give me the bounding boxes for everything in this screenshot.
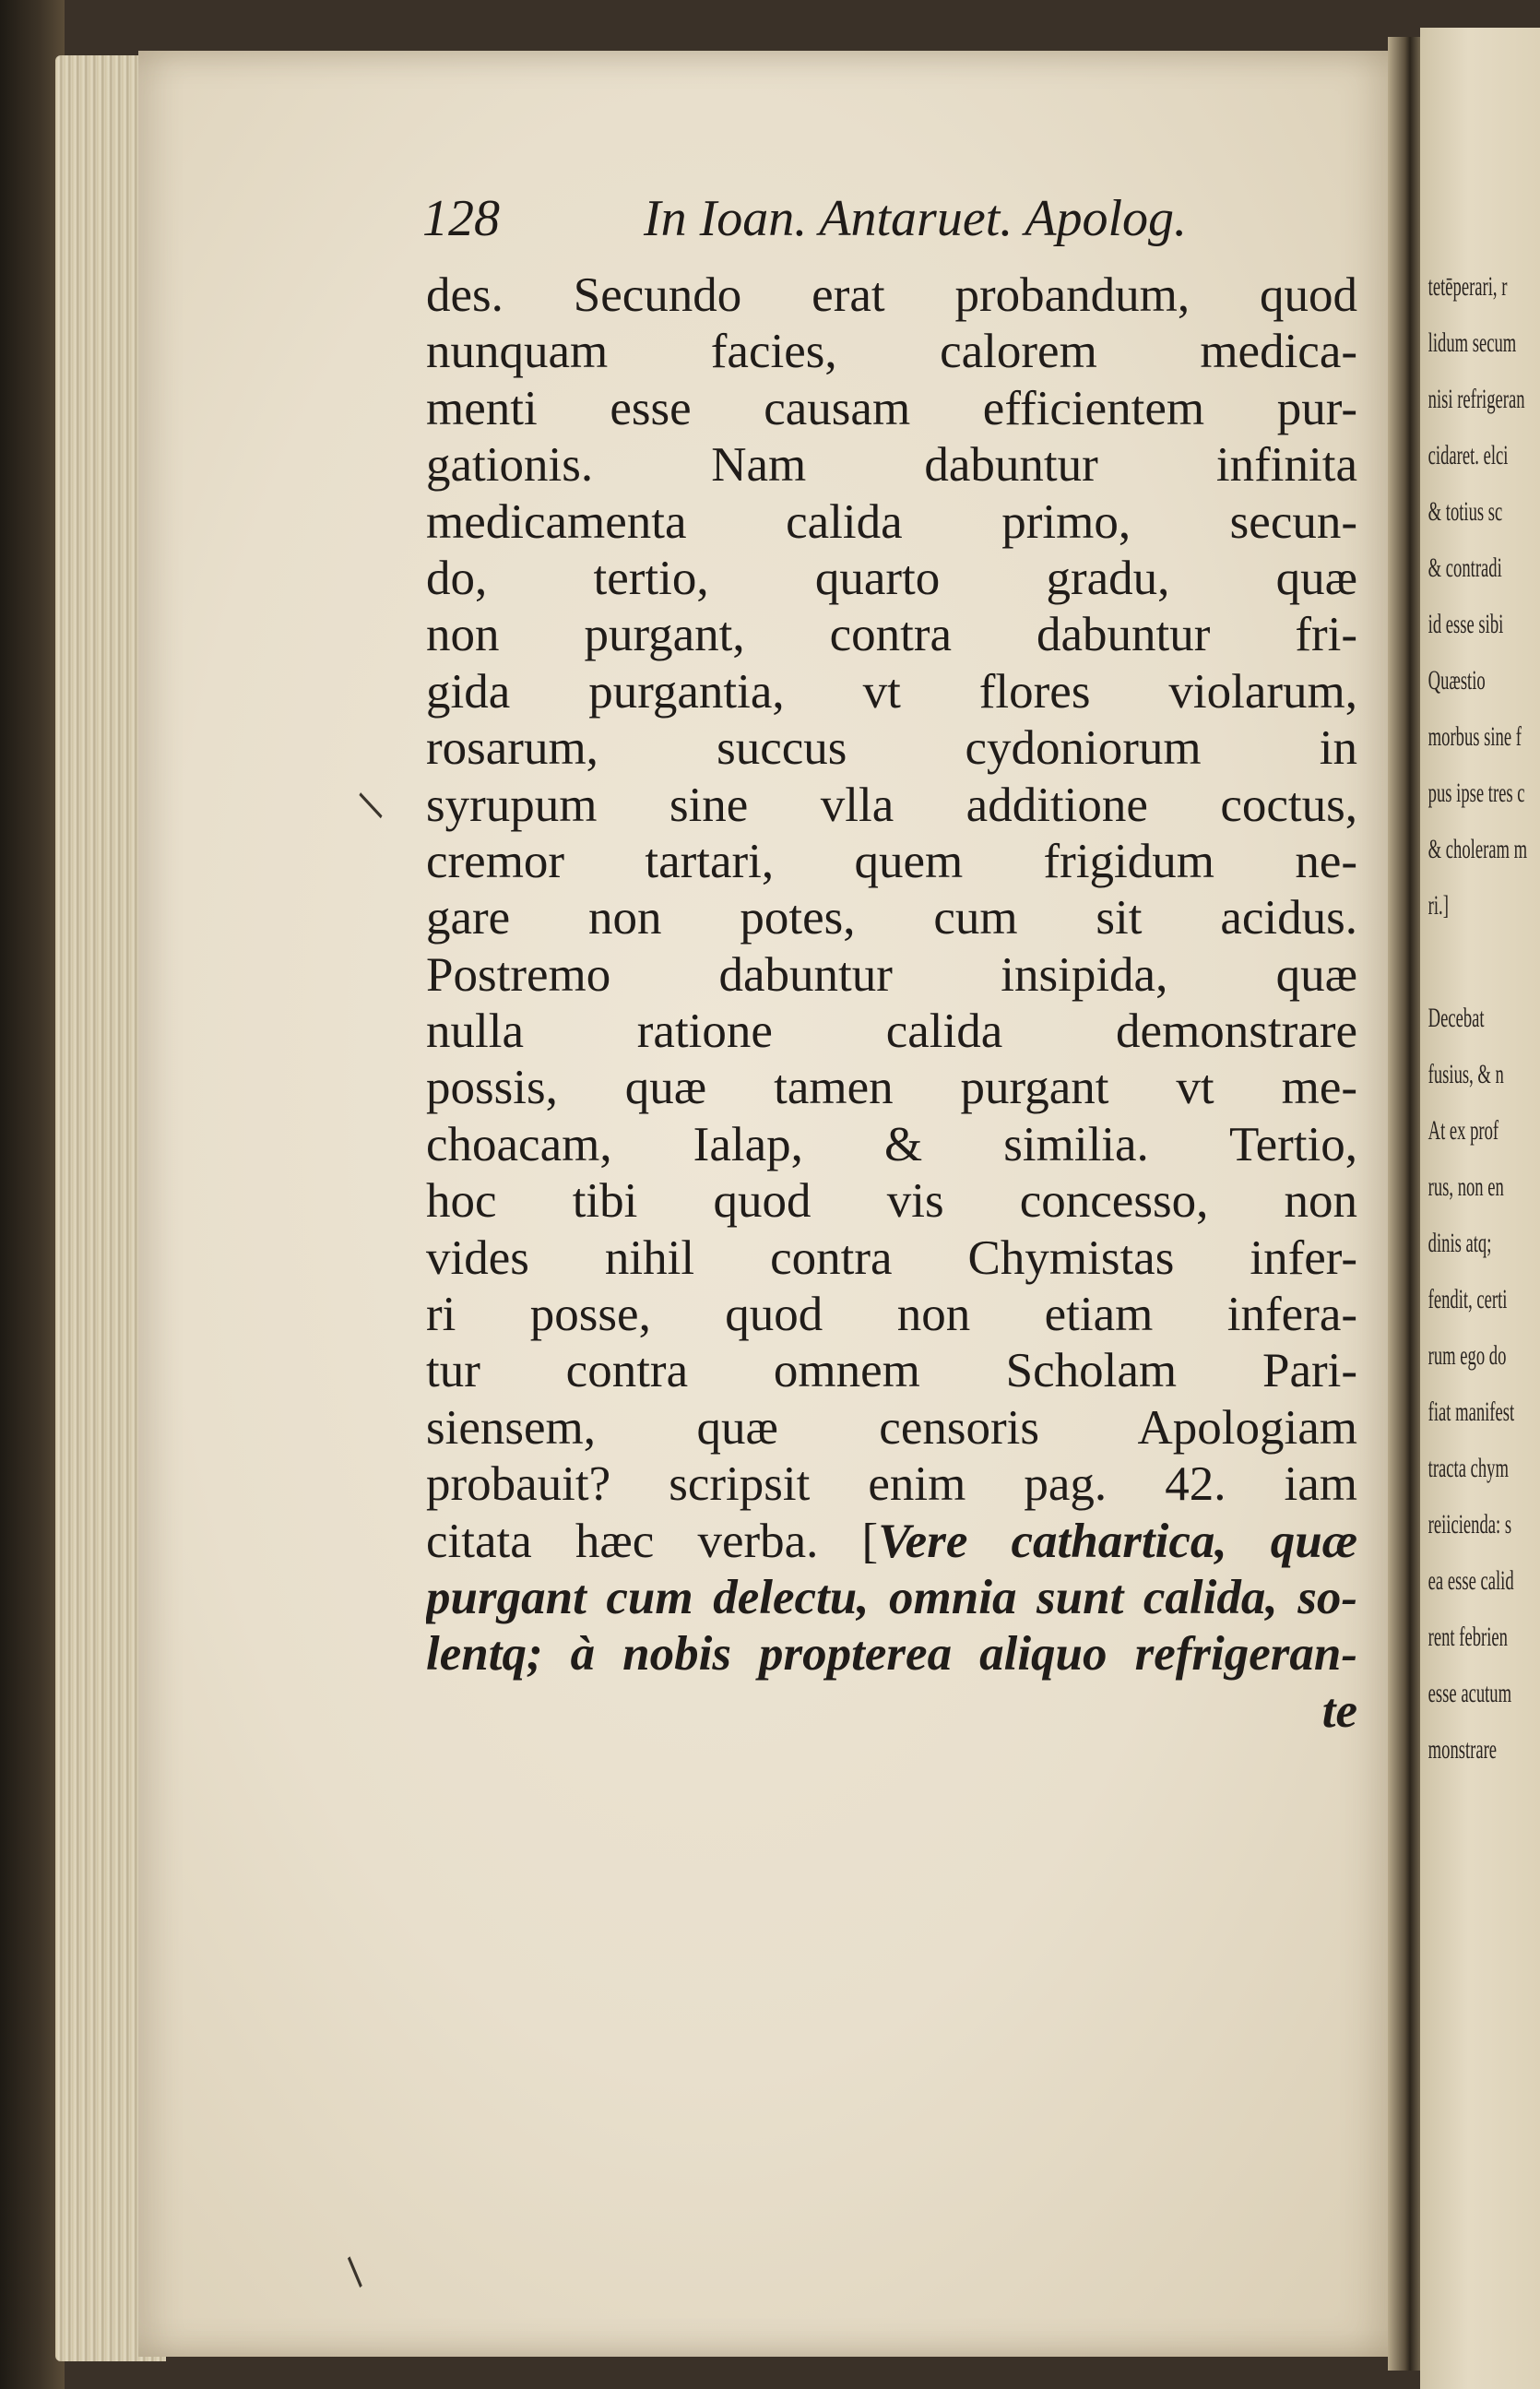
body-text xyxy=(426,267,1357,1740)
text-line: nulla ratione calida demonstrare xyxy=(426,1004,1357,1059)
facing-page-fragment: & totius sc xyxy=(1427,496,1503,527)
page-number: 128 xyxy=(422,190,500,247)
text-line: siensem, quæ censoris Apologiam xyxy=(426,1400,1357,1455)
text-line: syrupum sine vlla additione coctus, xyxy=(426,778,1357,832)
text-line: gida purgantia, vt flores violarum, xyxy=(426,664,1357,719)
facing-page-fragment xyxy=(1420,933,1527,990)
roman-segment: citata hæc verba. [ xyxy=(426,1514,879,1568)
text-line: cremor tartari, quem frigidum ne- xyxy=(426,834,1357,888)
text-line: probauit? scripsit enim pag. 42. iam xyxy=(426,1457,1357,1512)
text-line: des. Secundo erat probandum, quod xyxy=(426,268,1357,322)
catchword: te xyxy=(1321,1683,1357,1738)
facing-page-fragment: reiicienda: s xyxy=(1427,1509,1512,1539)
facing-page-fragment: rent febrien xyxy=(1427,1622,1508,1652)
facing-page-fragment: ea esse calid xyxy=(1427,1565,1514,1596)
text-line: gare non potes, cum sit acidus. xyxy=(426,891,1357,945)
text-line: medicamenta calida primo, secun- xyxy=(426,494,1357,549)
text-line: vides nihil contra Chymistas infer- xyxy=(426,1230,1357,1285)
facing-page-fragment: fiat manifest xyxy=(1427,1397,1515,1427)
text-line: possis, quæ tamen purgant vt me- xyxy=(426,1061,1357,1115)
italic-quote-line: lentq; à nobis propterea aliquo refrigeran- xyxy=(426,1627,1357,1682)
facing-page-fragment: tetēperari, r xyxy=(1427,271,1508,302)
running-header xyxy=(422,189,1345,254)
text-line: tur contra omnem Scholam Pari- xyxy=(426,1344,1357,1398)
facing-page-fragment: cidaret. elci xyxy=(1427,440,1509,470)
facing-page-fragment: At ex prof xyxy=(1427,1115,1499,1146)
facing-page-fragment: tracta chym xyxy=(1427,1453,1509,1483)
facing-page-fragment: rum ego do xyxy=(1427,1340,1507,1371)
facing-page-fragment: nisi refrigeran xyxy=(1427,384,1525,414)
text-line: menti esse causam efficientem pur- xyxy=(426,381,1357,435)
facing-page-fragment: rus, non en xyxy=(1427,1171,1504,1202)
facing-page-fragment: Decebat xyxy=(1427,1003,1485,1033)
facing-page-fragment: & choleram m xyxy=(1427,834,1528,864)
facing-page-fragment: dinis atq; xyxy=(1427,1228,1492,1258)
text-line-mixed xyxy=(426,1514,1357,1570)
italic-quote-line: purgant cum delectu, omnia sunt calida, so- xyxy=(426,1570,1357,1624)
facing-page xyxy=(1420,28,1540,2389)
text-line: gationis. Nam dabuntur infinita xyxy=(426,438,1357,493)
facing-page-fragment: Quæstio xyxy=(1427,665,1486,695)
facing-page-fragment: ri.] xyxy=(1427,890,1449,921)
facing-page-fragment: monstrare xyxy=(1427,1734,1498,1765)
book-gutter xyxy=(1388,37,1425,2371)
pencil-mark: / xyxy=(336,2252,373,2292)
text-line: nunquam facies, calorem medica- xyxy=(426,325,1357,379)
running-title: In Ioan. Antaruet. Apolog. xyxy=(644,190,1188,247)
text-line: hoc tibi quod vis concesso, non xyxy=(426,1174,1357,1229)
facing-page-fragment: morbus sine f xyxy=(1427,721,1522,752)
text-line: rosarum, succus cydoniorum in xyxy=(426,721,1357,776)
facing-page-fragment: fusius, & n xyxy=(1427,1059,1504,1089)
text-line: choacam, Ialap, & similia. Tertio, xyxy=(426,1117,1357,1171)
facing-page-fragment: lidum secum xyxy=(1427,327,1517,358)
text-line: do, tertio, quarto gradu, quæ xyxy=(426,551,1357,605)
facing-page-fragment: pus ipse tres c xyxy=(1427,778,1525,808)
pencil-mark: / xyxy=(349,789,393,822)
text-line: ri posse, quod non etiam infera- xyxy=(426,1288,1357,1342)
facing-page-fragment: esse acutum xyxy=(1427,1678,1512,1708)
facing-page-fragment: fendit, certi xyxy=(1427,1284,1508,1314)
facing-page-fragment: id esse sibi xyxy=(1427,609,1504,639)
facing-page-fragment: & contradi xyxy=(1427,553,1502,583)
italic-quote-start: Vere cathartica, quæ xyxy=(878,1514,1357,1568)
text-line: non purgant, contra dabuntur fri- xyxy=(426,608,1357,662)
text-line: Postremo dabuntur insipida, quæ xyxy=(426,947,1357,1002)
